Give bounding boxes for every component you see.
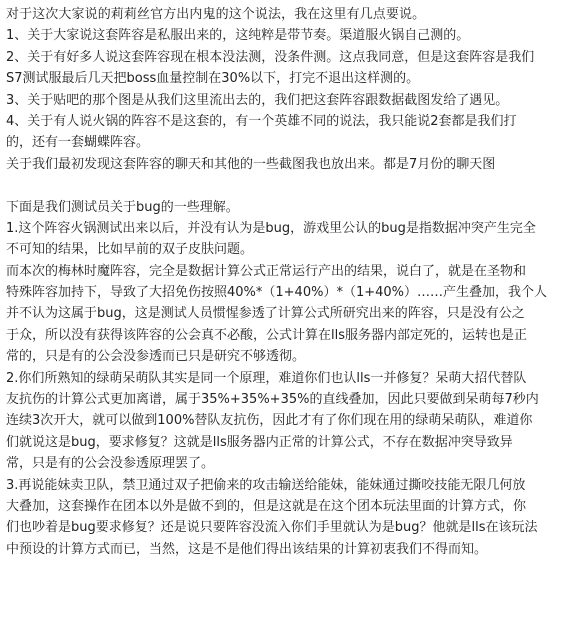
explanation-line: 2.你们所熟知的绿萌呆萌队其实是同一个原理，难道你们也认lls一并修复？呆萌大招代替队 [6,370,527,386]
explanation-line: 们也吵着是bug要求修复？还是说只要阵容没流入你们手里就认为是bug？他就是lls在该玩法 [6,520,538,536]
tester-explanation-section [6,197,579,561]
closing-line: 关于我们最初发现这套阵容的聊天和其他的一些截图我也放出来。都是7月份的聊天图 [6,156,496,172]
intro-line: 对于这次大家说的莉莉丝官方出内鬼的这个说法，我在这里有几点要说。 [6,7,426,22]
statement-section [6,4,579,175]
point-4-line-cont: 的，还有一套蝴蝶阵容。 [6,135,150,151]
explanation-line: 并不认为这属于bug，这是测试人员惯惺参透了计算公式所研究出来的阵容，只是没有公之 [6,306,525,322]
explanation-line: 常的，只是有的公会没参透而已只是研究不够透彻。 [6,349,306,365]
paragraph-gap [6,175,579,196]
point-2-line-cont: S7测试服最后几天把boss血量控制在30%以下，打完不退出这样测的。 [6,71,420,87]
explanation-line: 友抗伤的计算公式更加离谱，属于35%+35%+35%的直线叠加，因此只要做到呆萌每7秒内 [6,392,539,408]
point-3-line: 3、关于贴吧的那个图是从我们这里流出去的，我们把这套阵容跟数据截图发给了遇见。 [6,92,509,108]
point-1-line: 1、关于大家说这套阵容是私服出来的，这纯粹是带节奏。渠道服火锅自己测的。 [6,28,470,44]
explanation-line: 中预设的计算方式而已，当然，这是不是他们得出该结果的计算初衷我们不得而知。 [6,541,488,557]
explanation-line: 大叠加，这套操作在团本以外是做不到的，但是这就是在这个团本玩法里面的计算方式，你 [6,498,527,514]
explanation-line: 们就说这是bug，要求修复？这就是lls服务器内正常的计算公式，不存在数据冲突导致异 [6,434,513,450]
explanation-line: 特殊阵容加持下，导致了大招免伤按照40%*（1+40%）*（1+40%）……产生叠加，我个人 [6,285,548,301]
explanation-line: 连续3次开大，就可以做到100%替队友抗伤，因此才有了你们现在用的绿萌呆萌队，难道你 [6,413,533,429]
explanation-line: 常，只是有的公会没参透原理罢了。 [6,456,215,472]
explanation-line: 3.再说能妹卖卫队，禁卫通过双子把偷来的攻击输送给能妹，能妹通过撕咬技能无限几何放 [6,477,526,493]
section-heading-line: 下面是我们测试员关于bug的一些理解。 [6,199,239,215]
explanation-line: 于众，所以没有获得该阵容的公会真不必酸，公式计算在lls服务器内部定死的，运转也是正 [6,327,527,343]
point-2-line: 2、关于有好多人说这套阵容现在根本没法测，没条件测。这点我同意，但是这套阵容是我们 [6,49,535,65]
point-4-line: 4、关于有人说火锅的阵容不是这套的，有一个英雄不同的说法，我只能说2套都是我们打 [6,113,517,129]
explanation-line: 而本次的梅林时魔阵容，完全是数据计算公式正常运行产出的结果，说白了，就是在圣物和 [6,263,527,279]
explanation-line: 不可知的结果，比如早前的双子皮肤问题。 [6,242,254,258]
explanation-line: 1.这个阵容火锅测试出来以后，并没有认为是bug，游戏里公认的bug是指数据冲突产生完全 [6,220,536,236]
